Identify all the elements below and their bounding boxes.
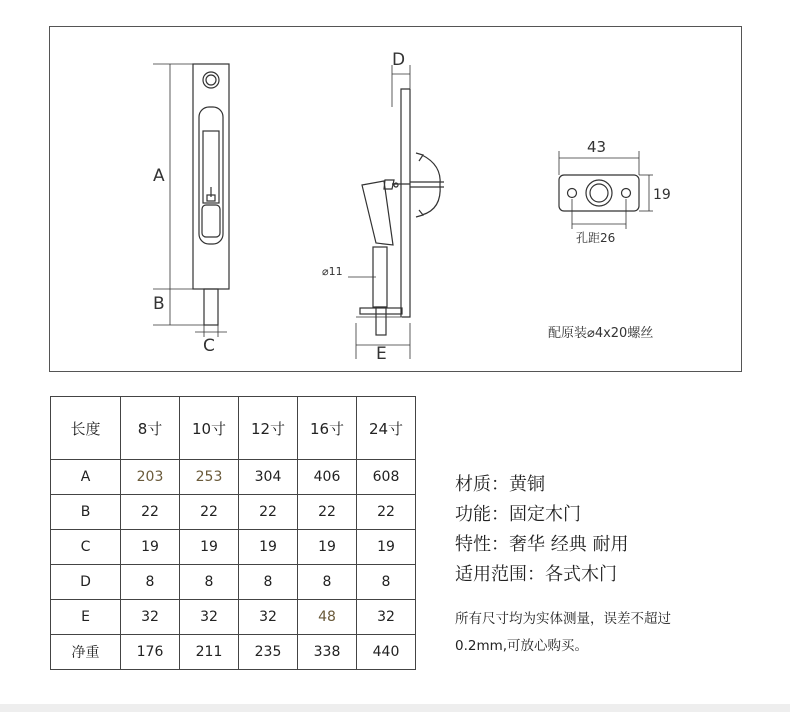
drawing-svg bbox=[50, 27, 743, 373]
table-cell: 338 bbox=[298, 635, 357, 670]
product-specs bbox=[455, 470, 628, 590]
row-label: C bbox=[51, 530, 121, 565]
table-cell: 235 bbox=[239, 635, 298, 670]
label-c: C bbox=[203, 336, 215, 356]
table-cell: 32 bbox=[239, 600, 298, 635]
table-cell: 8 bbox=[239, 565, 298, 600]
table-cell: 19 bbox=[121, 530, 180, 565]
spec-usage: 适用范围：各式木门 bbox=[455, 564, 617, 585]
table-row bbox=[51, 635, 416, 670]
technical-drawing bbox=[49, 26, 742, 372]
header-cell: 8寸 bbox=[121, 397, 180, 460]
table-cell: 22 bbox=[121, 495, 180, 530]
label-b: B bbox=[153, 294, 165, 314]
label-a: A bbox=[153, 166, 165, 186]
table-cell: 608 bbox=[357, 460, 416, 495]
table-cell: 176 bbox=[121, 635, 180, 670]
header-cell: 16寸 bbox=[298, 397, 357, 460]
table-cell: 22 bbox=[180, 495, 239, 530]
table-cell: 22 bbox=[298, 495, 357, 530]
bolt-side-view bbox=[348, 65, 444, 359]
screw-note: 配原装⌀4x20螺丝 bbox=[548, 326, 654, 341]
table-cell: 22 bbox=[357, 495, 416, 530]
table-cell: 8 bbox=[357, 565, 416, 600]
table-cell: 48 bbox=[298, 600, 357, 635]
header-cell: 24寸 bbox=[357, 397, 416, 460]
bottom-divider bbox=[0, 704, 790, 712]
table-cell: 253 bbox=[180, 460, 239, 495]
note-line-1: 所有尺寸均为实体测量，误差不超过 bbox=[455, 611, 671, 627]
table-cell: 32 bbox=[180, 600, 239, 635]
table-cell: 19 bbox=[180, 530, 239, 565]
table-header-row bbox=[51, 397, 416, 460]
note-line-2: 0.2mm,可放心购买。 bbox=[455, 638, 589, 654]
header-cell: 长度 bbox=[51, 397, 121, 460]
table-cell: 19 bbox=[298, 530, 357, 565]
spec-function: 功能：固定木门 bbox=[455, 504, 581, 525]
spec-feature: 特性：奢华 经典 耐用 bbox=[455, 534, 629, 555]
table-cell: 22 bbox=[239, 495, 298, 530]
plate-height-label: 19 bbox=[653, 187, 671, 203]
row-label: 净重 bbox=[51, 635, 121, 670]
table-row bbox=[51, 460, 416, 495]
table-row bbox=[51, 565, 416, 600]
row-label: B bbox=[51, 495, 121, 530]
row-label: D bbox=[51, 565, 121, 600]
label-d: D bbox=[392, 50, 406, 70]
row-label: E bbox=[51, 600, 121, 635]
table-cell: 32 bbox=[357, 600, 416, 635]
table-cell: 406 bbox=[298, 460, 357, 495]
measurement-note bbox=[455, 606, 755, 660]
table-cell: 203 bbox=[121, 460, 180, 495]
table-cell: 8 bbox=[298, 565, 357, 600]
table-cell: 8 bbox=[121, 565, 180, 600]
table-row bbox=[51, 495, 416, 530]
plate-width-label: 43 bbox=[587, 138, 607, 156]
strike-plate bbox=[559, 151, 653, 229]
table-cell: 304 bbox=[239, 460, 298, 495]
spec-material: 材质：黄铜 bbox=[455, 474, 545, 495]
table-cell: 19 bbox=[357, 530, 416, 565]
table-cell: 19 bbox=[239, 530, 298, 565]
label-diameter: ⌀11 bbox=[322, 265, 343, 278]
header-cell: 10寸 bbox=[180, 397, 239, 460]
table-cell: 440 bbox=[357, 635, 416, 670]
table-row bbox=[51, 600, 416, 635]
header-cell: 12寸 bbox=[239, 397, 298, 460]
table-row bbox=[51, 530, 416, 565]
table-cell: 211 bbox=[180, 635, 239, 670]
label-e: E bbox=[376, 344, 387, 364]
spec-table bbox=[50, 396, 416, 670]
row-label: A bbox=[51, 460, 121, 495]
table-cell: 8 bbox=[180, 565, 239, 600]
table-cell: 32 bbox=[121, 600, 180, 635]
hole-distance-label: 孔距26 bbox=[576, 231, 616, 245]
